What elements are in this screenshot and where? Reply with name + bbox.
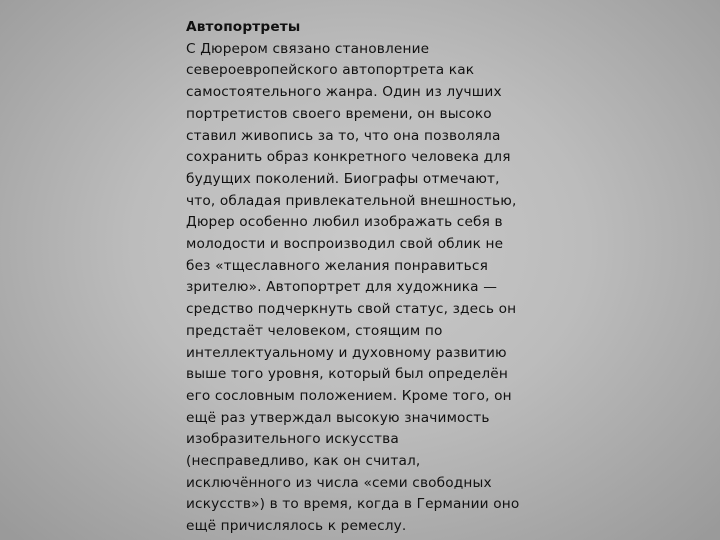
body-line: Дюрер особенно любил изображать себя в xyxy=(186,214,503,231)
body-line: предстаёт человеком, стоящим по xyxy=(186,322,443,339)
body-line: что, обладая привлекательной внешностью, xyxy=(186,192,517,209)
body-line: средство подчеркнуть свой статус, здесь он xyxy=(186,301,517,318)
slide-text-block xyxy=(186,17,531,538)
body-line: портретистов своего времени, он высоко xyxy=(186,105,492,122)
body-line: североевропейского автопортрета как xyxy=(186,62,475,79)
body-line: самостоятельного жанра. Один из лучших xyxy=(186,84,502,101)
body-line: выше того уровня, который был определён xyxy=(186,366,508,383)
body-line: зрителю». Автопортрет для художника — xyxy=(186,279,498,296)
slide-body xyxy=(186,39,531,538)
body-line: его сословным положением. Кроме того, он xyxy=(186,387,512,404)
body-line: интеллектуальному и духовному развитию xyxy=(186,344,507,361)
body-line: ставил живопись за то, что она позволяла xyxy=(186,127,501,144)
body-line: С Дюрером связано становление xyxy=(186,40,430,57)
body-line: без «тщеславного желания понравиться xyxy=(186,257,488,274)
body-line: сохранить образ конкретного человека для xyxy=(186,149,511,166)
body-line: изобразительного искусства xyxy=(186,431,399,448)
body-line: ещё раз утверждал высокую значимость xyxy=(186,409,490,426)
slide-title: Автопортреты xyxy=(186,19,301,35)
body-line: исключённого из числа «семи свободных xyxy=(186,474,492,491)
body-line: искусств») в то время, когда в Германии оно xyxy=(186,496,520,513)
body-line: (несправедливо, как он считал, xyxy=(186,453,421,470)
body-line: будущих поколений. Биографы отмечают, xyxy=(186,170,500,187)
body-line: молодости и воспроизводил свой облик не xyxy=(186,236,504,253)
body-line: ещё причислялось к ремеслу. xyxy=(186,518,407,535)
